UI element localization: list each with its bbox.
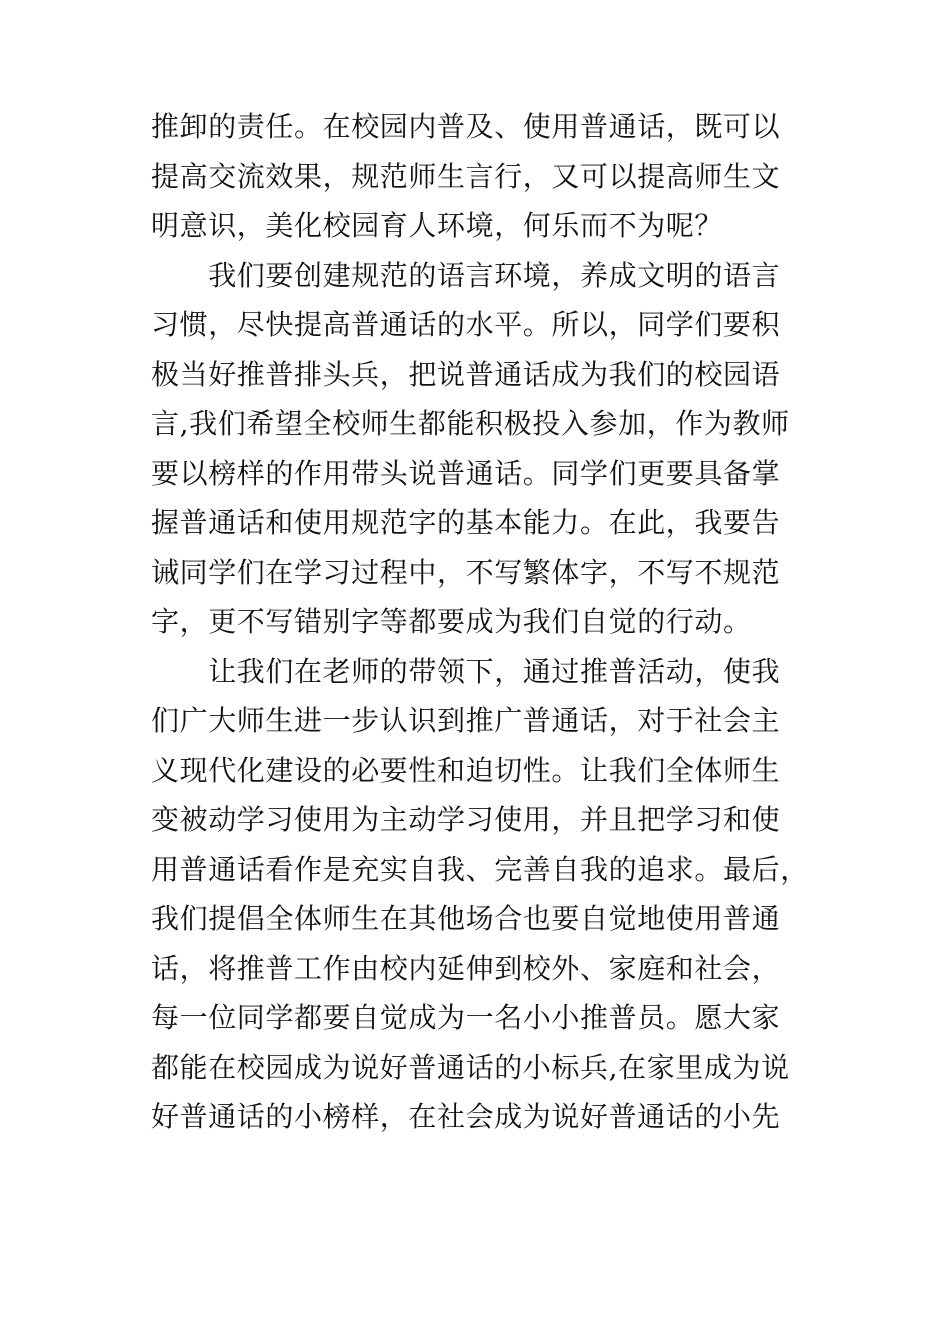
body-text bbox=[151, 102, 831, 1142]
text-line: 要以榜样的作用带头说普通话。同学们更要具备掌 bbox=[151, 456, 781, 490]
text-line: 极当好推普排头兵，把说普通话成为我们的校园语 bbox=[151, 357, 781, 391]
text-line: 变被动学习使用为主动学习使用，并且把学习和使 bbox=[151, 803, 781, 836]
text-line: 用普通话看作是充实自我、完善自我的追求。最后， bbox=[151, 852, 809, 886]
text-line: 都能在校园成为说好普通话的小标兵,在家里成为说 bbox=[151, 1050, 790, 1084]
text-line: 每一位同学都要自觉成为一名小小推普员。愿大家 bbox=[151, 1001, 781, 1034]
text-line: 话，将推普工作由校内延伸到校外、家庭和社会， bbox=[151, 951, 781, 985]
text-line: 言,我们希望全校师生都能积极投入参加，作为教师 bbox=[151, 407, 790, 440]
text-line: 好普通话的小榜样，在社会成为说好普通话的小先 bbox=[151, 1100, 781, 1133]
text-line: 明意识，美化校园育人环境，何乐而不为呢？ bbox=[151, 209, 724, 242]
text-line: 们广大师生进一步认识到推广普通话，对于社会主 bbox=[151, 704, 781, 737]
text-line: 提高交流效果，规范师生言行，又可以提高师生文 bbox=[151, 159, 781, 193]
text-line: 握普通话和使用规范字的基本能力。在此，我要告 bbox=[151, 506, 781, 539]
text-line: 义现代化建设的必要性和迫切性。让我们全体师生 bbox=[151, 753, 781, 787]
text-line: 推卸的责任。在校园内普及、使用普通话，既可以 bbox=[151, 110, 781, 143]
text-line: 习惯，尽快提高普通话的水平。所以，同学们要积 bbox=[151, 308, 781, 341]
text-line: 诫同学们在学习过程中，不写繁体字，不写不规范 bbox=[151, 555, 781, 589]
text-line: 让我们在老师的带领下，通过推普活动，使我 bbox=[151, 654, 781, 688]
text-line: 我们要创建规范的语言环境，养成文明的语言 bbox=[151, 258, 781, 292]
text-line: 我们提倡全体师生在其他场合也要自觉地使用普通 bbox=[151, 902, 781, 935]
text-line: 字，更不写错别字等都要成为我们自觉的行动。 bbox=[151, 605, 752, 638]
